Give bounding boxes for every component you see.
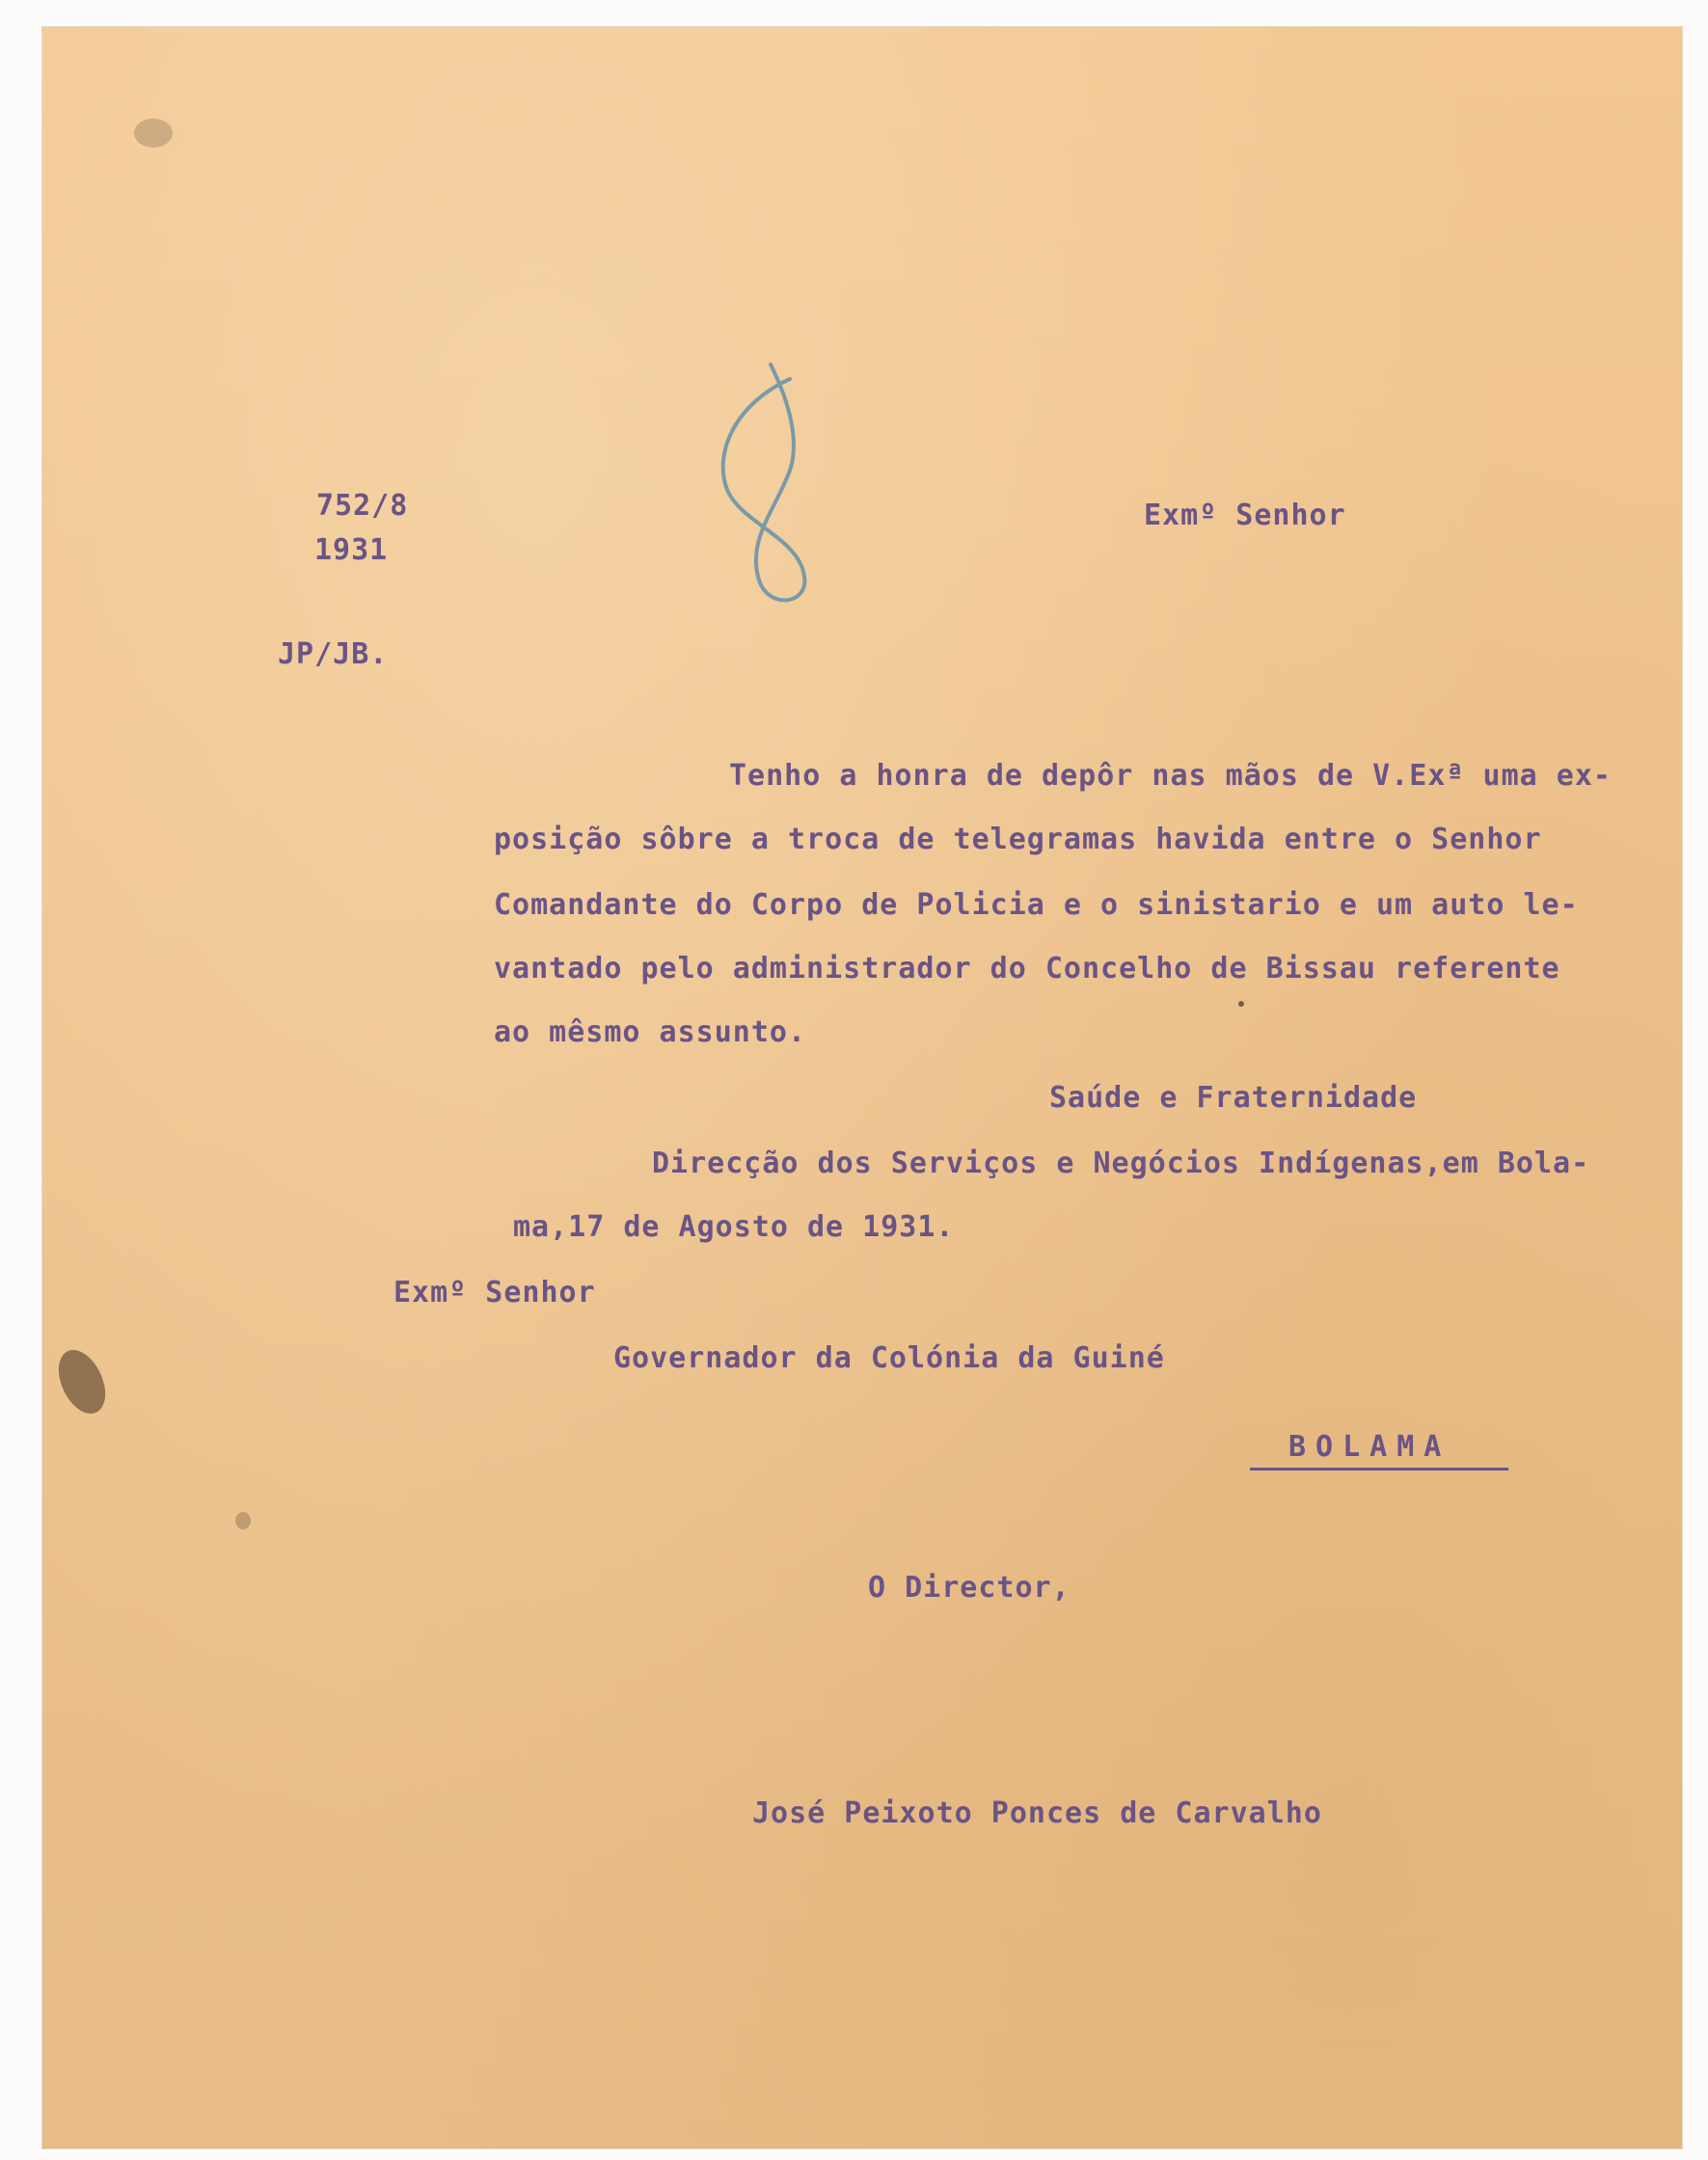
reference-number: 752/8 — [316, 489, 409, 523]
addressee-title: Governador da Colónia da Guiné — [613, 1341, 1165, 1375]
addressee-city: BOLAMA — [1250, 1431, 1508, 1471]
body-line: Tenho a honra de depôr nas mãos de V.Exª uma ex- — [729, 759, 1612, 793]
addressee-salutation: Exmº Senhor — [393, 1276, 596, 1310]
body-line: vantado pelo administrador do Concelho de Bissau referente — [494, 952, 1560, 986]
handwritten-mark-icon — [698, 345, 833, 615]
place-date-line: ma,17 de Agosto de 1931. — [513, 1210, 955, 1244]
typist-initials: JP/JB. — [278, 637, 389, 671]
ink-stain — [49, 1342, 115, 1420]
dust-speck — [1238, 1001, 1244, 1007]
paper-sheet — [42, 27, 1682, 2148]
body-line: Comandante do Corpo de Policia e o sinistario e um auto le- — [494, 888, 1579, 922]
signature-role: O Director, — [868, 1571, 1071, 1605]
place-date-line: Direcção dos Serviços e Negócios Indígenas,em Bola- — [652, 1147, 1590, 1180]
body-line: ao mêsmo assunto. — [494, 1015, 807, 1049]
opening-salutation: Exmº Senhor — [1144, 499, 1346, 532]
closing-greeting: Saúde e Fraternidade — [1049, 1081, 1418, 1115]
signature-name: José Peixoto Ponces de Carvalho — [752, 1796, 1322, 1830]
body-line: posição sôbre a troca de telegramas havida entre o Senhor — [494, 823, 1542, 856]
dust-speck — [235, 1512, 251, 1529]
dust-speck — [134, 119, 173, 148]
reference-year: 1931 — [314, 533, 389, 567]
